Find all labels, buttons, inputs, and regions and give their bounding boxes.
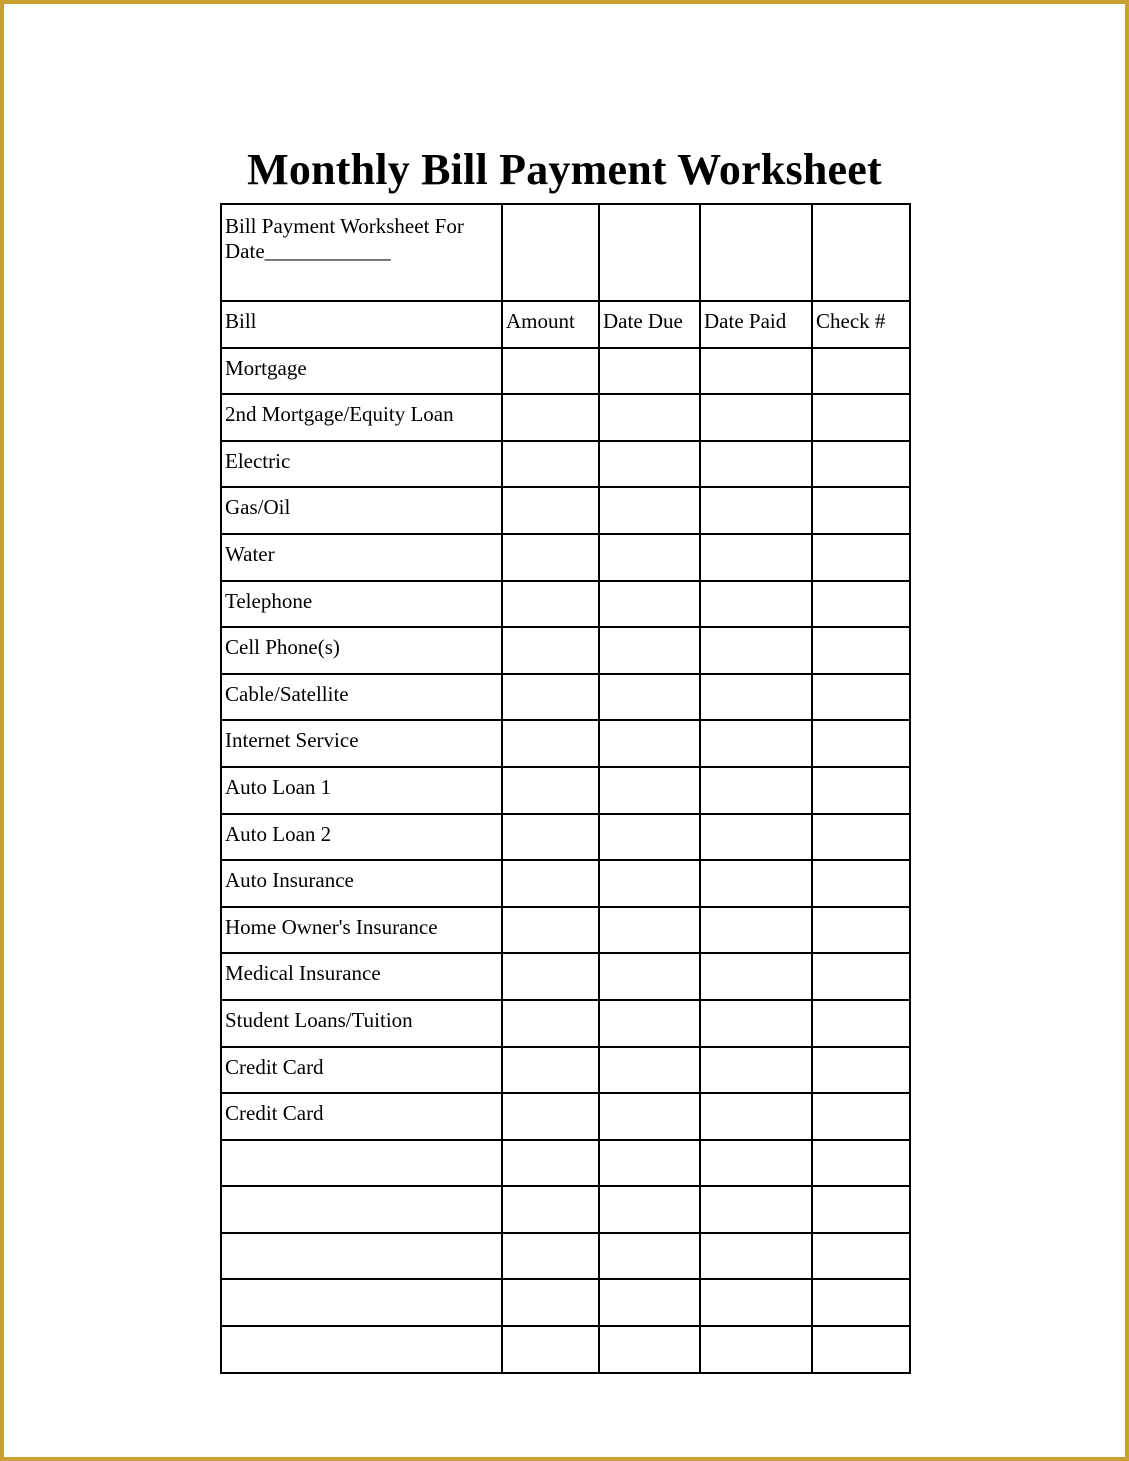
header-check-number: Check #: [812, 301, 910, 348]
table-row: [221, 1000, 910, 1047]
check-number-cell[interactable]: [812, 767, 910, 814]
date-due-cell[interactable]: [599, 581, 700, 628]
check-number-cell[interactable]: [812, 1186, 910, 1233]
amount-cell[interactable]: [502, 627, 599, 674]
table-row: [221, 487, 910, 534]
date-paid-cell[interactable]: [700, 1326, 812, 1373]
bill-name-cell[interactable]: Cell Phone(s): [221, 627, 502, 674]
check-number-cell[interactable]: [812, 581, 910, 628]
bill-worksheet-table: [220, 203, 911, 1374]
check-number-cell[interactable]: [812, 441, 910, 488]
amount-cell[interactable]: [502, 441, 599, 488]
bill-name-cell[interactable]: Home Owner's Insurance: [221, 907, 502, 954]
check-number-cell[interactable]: [812, 1047, 910, 1094]
worksheet-info-row: [221, 204, 910, 301]
date-paid-cell[interactable]: [700, 394, 812, 441]
date-paid-cell[interactable]: [700, 1279, 812, 1326]
date-paid-cell[interactable]: [700, 441, 812, 488]
amount-cell[interactable]: [502, 1326, 599, 1373]
table-row: [221, 348, 910, 395]
table-row: [221, 627, 910, 674]
date-paid-cell[interactable]: [700, 1000, 812, 1047]
check-number-cell[interactable]: [812, 1326, 910, 1373]
date-paid-cell[interactable]: [700, 767, 812, 814]
header-amount: Amount: [502, 301, 599, 348]
date-paid-cell[interactable]: [700, 953, 812, 1000]
table-row: [221, 534, 910, 581]
date-due-cell[interactable]: [599, 860, 700, 907]
table-row: [221, 674, 910, 721]
bill-name-cell[interactable]: Telephone: [221, 581, 502, 628]
date-paid-cell[interactable]: [700, 814, 812, 861]
amount-cell[interactable]: [502, 1279, 599, 1326]
table-row: [221, 581, 910, 628]
table-row: [221, 1186, 910, 1233]
amount-cell[interactable]: [502, 1047, 599, 1094]
date-due-cell[interactable]: [599, 1047, 700, 1094]
table-row: [221, 1279, 910, 1326]
worksheet-info-cell[interactable]: [221, 204, 502, 301]
bill-name-cell[interactable]: Medical Insurance: [221, 953, 502, 1000]
date-due-cell[interactable]: [599, 441, 700, 488]
check-number-cell[interactable]: [812, 1233, 910, 1280]
bill-name-cell[interactable]: Credit Card: [221, 1093, 502, 1140]
date-due-cell[interactable]: [599, 627, 700, 674]
date-due-cell[interactable]: [599, 1093, 700, 1140]
bill-name-cell[interactable]: Cable/Satellite: [221, 674, 502, 721]
date-paid-cell[interactable]: [700, 1186, 812, 1233]
check-number-cell[interactable]: [812, 907, 910, 954]
bill-name-cell[interactable]: Student Loans/Tuition: [221, 1000, 502, 1047]
table-row: [221, 1233, 910, 1280]
check-number-cell[interactable]: [812, 348, 910, 395]
table-row: [221, 767, 910, 814]
date-paid-cell[interactable]: [700, 674, 812, 721]
info-blank-cell[interactable]: [812, 204, 910, 301]
check-number-cell[interactable]: [812, 1279, 910, 1326]
info-blank-cell[interactable]: [700, 204, 812, 301]
amount-cell[interactable]: [502, 487, 599, 534]
date-paid-cell[interactable]: [700, 1140, 812, 1187]
amount-cell[interactable]: [502, 581, 599, 628]
header-bill: Bill: [221, 301, 502, 348]
date-paid-cell[interactable]: [700, 348, 812, 395]
bill-name-cell[interactable]: [221, 1233, 502, 1280]
date-paid-cell[interactable]: [700, 534, 812, 581]
date-paid-cell[interactable]: [700, 627, 812, 674]
check-number-cell[interactable]: [812, 674, 910, 721]
amount-cell[interactable]: [502, 720, 599, 767]
check-number-cell[interactable]: [812, 487, 910, 534]
date-due-cell[interactable]: [599, 1000, 700, 1047]
date-paid-cell[interactable]: [700, 487, 812, 534]
date-due-cell[interactable]: [599, 1140, 700, 1187]
date-paid-cell[interactable]: [700, 1047, 812, 1094]
check-number-cell[interactable]: [812, 1000, 910, 1047]
date-due-cell[interactable]: [599, 1279, 700, 1326]
date-due-cell[interactable]: [599, 487, 700, 534]
worksheet-for-label: Bill Payment Worksheet For: [225, 214, 464, 238]
bill-name-cell[interactable]: 2nd Mortgage/Equity Loan: [221, 394, 502, 441]
date-due-cell[interactable]: [599, 534, 700, 581]
table-row: [221, 907, 910, 954]
amount-cell[interactable]: [502, 534, 599, 581]
table-row: [221, 953, 910, 1000]
bill-name-cell[interactable]: [221, 1326, 502, 1373]
bill-name-cell[interactable]: Credit Card: [221, 1047, 502, 1094]
bill-name-cell[interactable]: Auto Insurance: [221, 860, 502, 907]
check-number-cell[interactable]: [812, 860, 910, 907]
date-paid-cell[interactable]: [700, 581, 812, 628]
check-number-cell[interactable]: [812, 534, 910, 581]
date-due-cell[interactable]: [599, 674, 700, 721]
amount-cell[interactable]: [502, 1000, 599, 1047]
table-row: [221, 441, 910, 488]
check-number-cell[interactable]: [812, 394, 910, 441]
check-number-cell[interactable]: [812, 720, 910, 767]
date-due-cell[interactable]: [599, 720, 700, 767]
check-number-cell[interactable]: [812, 814, 910, 861]
date-paid-cell[interactable]: [700, 1233, 812, 1280]
date-due-cell[interactable]: [599, 767, 700, 814]
date-field-label: Date____________: [225, 239, 391, 263]
bill-name-cell[interactable]: Internet Service: [221, 720, 502, 767]
check-number-cell[interactable]: [812, 627, 910, 674]
info-blank-cell[interactable]: [502, 204, 599, 301]
bill-name-cell[interactable]: Gas/Oil: [221, 487, 502, 534]
check-number-cell[interactable]: [812, 1093, 910, 1140]
amount-cell[interactable]: [502, 348, 599, 395]
table-row: [221, 1093, 910, 1140]
page-title: Monthly Bill Payment Worksheet: [247, 145, 882, 194]
amount-cell[interactable]: [502, 1093, 599, 1140]
date-due-cell[interactable]: [599, 1186, 700, 1233]
date-due-cell[interactable]: [599, 953, 700, 1000]
date-due-cell[interactable]: [599, 348, 700, 395]
table-row: [221, 860, 910, 907]
amount-cell[interactable]: [502, 907, 599, 954]
bill-name-cell[interactable]: Water: [221, 534, 502, 581]
check-number-cell[interactable]: [812, 1140, 910, 1187]
amount-cell[interactable]: [502, 1186, 599, 1233]
amount-cell[interactable]: [502, 394, 599, 441]
table-row: [221, 394, 910, 441]
date-paid-cell[interactable]: [700, 720, 812, 767]
date-due-cell[interactable]: [599, 814, 700, 861]
table-row: [221, 814, 910, 861]
bill-name-cell[interactable]: [221, 1140, 502, 1187]
date-paid-cell[interactable]: [700, 860, 812, 907]
header-date-due: Date Due: [599, 301, 700, 348]
column-header-row: [221, 301, 910, 348]
date-due-cell[interactable]: [599, 907, 700, 954]
table-row: [221, 1326, 910, 1373]
date-paid-cell[interactable]: [700, 1093, 812, 1140]
date-due-cell[interactable]: [599, 1326, 700, 1373]
amount-cell[interactable]: [502, 767, 599, 814]
date-paid-cell[interactable]: [700, 907, 812, 954]
amount-cell[interactable]: [502, 674, 599, 721]
bill-name-cell[interactable]: Auto Loan 2: [221, 814, 502, 861]
table-row: [221, 1140, 910, 1187]
bill-name-cell[interactable]: Electric: [221, 441, 502, 488]
amount-cell[interactable]: [502, 860, 599, 907]
bill-name-cell[interactable]: [221, 1186, 502, 1233]
table-row: [221, 720, 910, 767]
bill-name-cell[interactable]: [221, 1279, 502, 1326]
amount-cell[interactable]: [502, 1233, 599, 1280]
check-number-cell[interactable]: [812, 953, 910, 1000]
amount-cell[interactable]: [502, 953, 599, 1000]
header-date-paid: Date Paid: [700, 301, 812, 348]
date-due-cell[interactable]: [599, 394, 700, 441]
date-due-cell[interactable]: [599, 1233, 700, 1280]
amount-cell[interactable]: [502, 1140, 599, 1187]
info-blank-cell[interactable]: [599, 204, 700, 301]
amount-cell[interactable]: [502, 814, 599, 861]
bill-name-cell[interactable]: Mortgage: [221, 348, 502, 395]
bill-name-cell[interactable]: Auto Loan 1: [221, 767, 502, 814]
table-row: [221, 1047, 910, 1094]
